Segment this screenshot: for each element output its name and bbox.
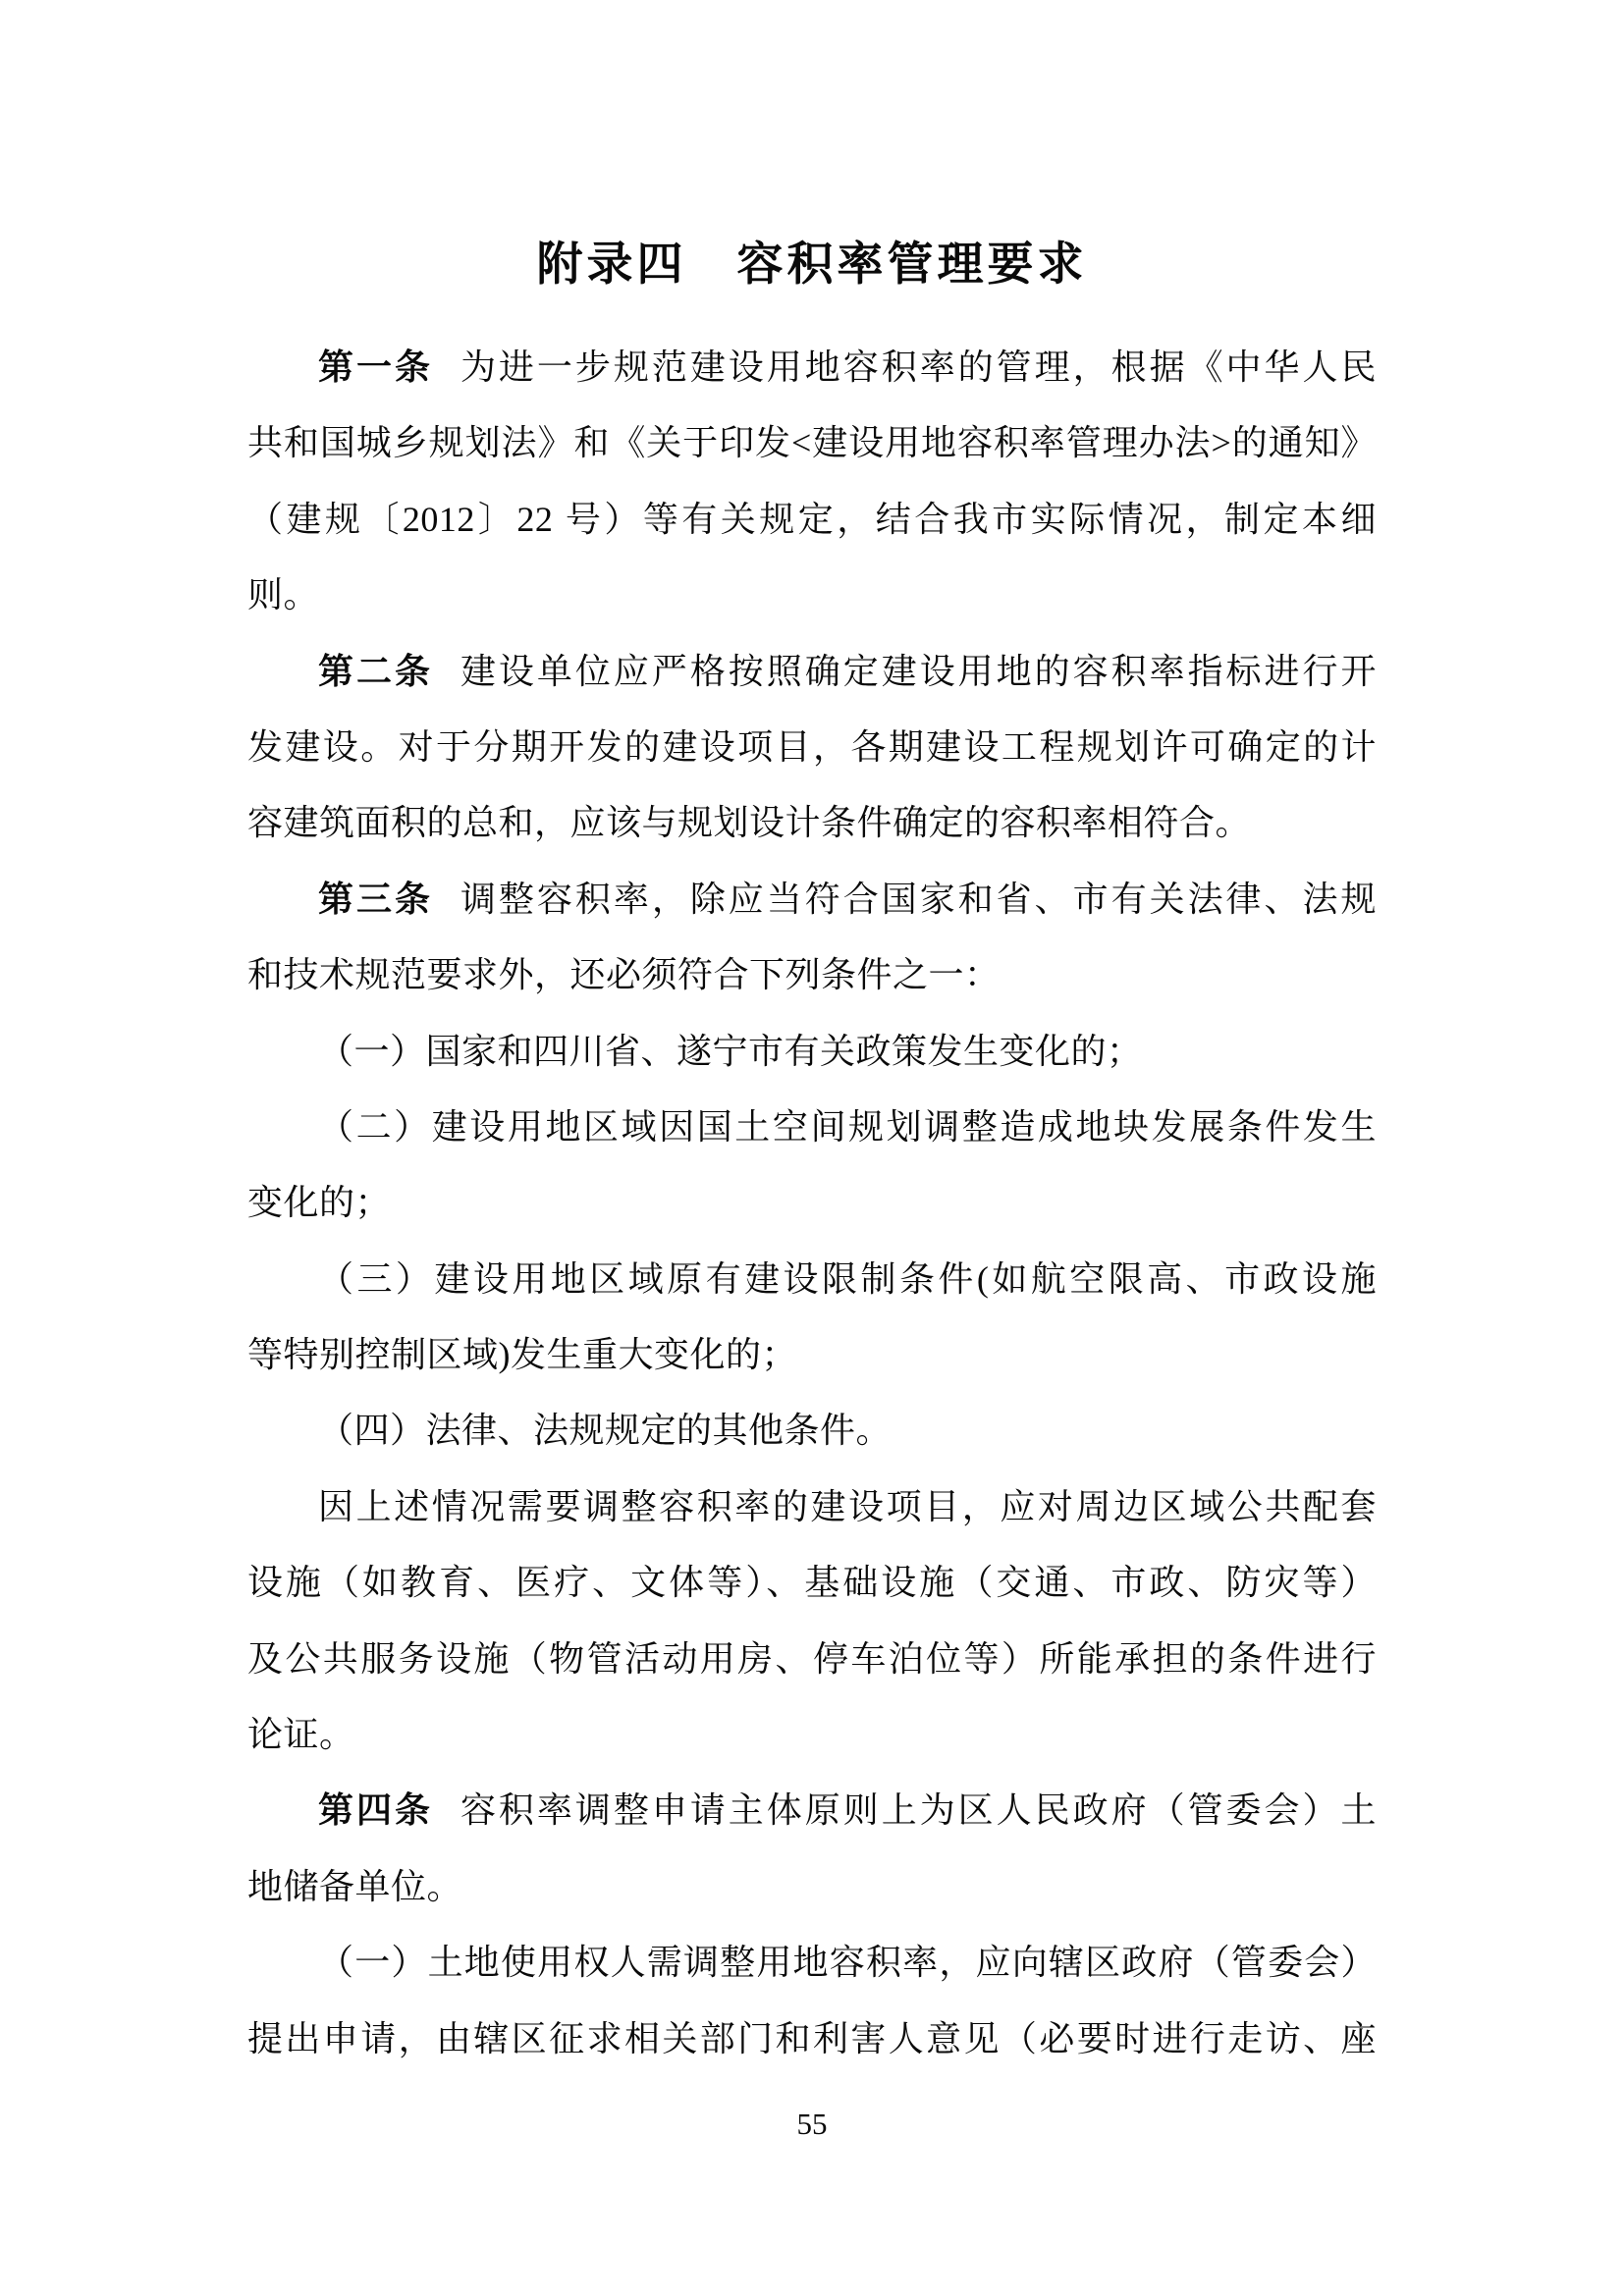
line-text: 变化的； <box>247 1183 392 1223</box>
body-line <box>247 710 1377 785</box>
line-text: 调整容积率，除应当符合国家和省、市有关法律、法规 <box>460 879 1377 919</box>
body-line <box>247 1849 1377 1925</box>
body-line <box>247 330 1377 405</box>
body-line <box>247 2002 1377 2077</box>
body-line <box>247 937 1377 1013</box>
line-text: 和技术规范要求外，还必须符合下列条件之一： <box>247 955 1001 995</box>
body-line <box>247 1014 1377 1090</box>
body-line <box>247 1317 1377 1393</box>
body-line <box>247 482 1377 558</box>
body-line <box>247 558 1377 633</box>
line-text: 因上述情况需要调整容积率的建设项目，应对周边区域公共配套 <box>318 1486 1377 1526</box>
line-text: （一）土地使用权人需调整用地容积率，应向辖区政府（管委会） <box>318 1943 1377 1983</box>
body-line <box>247 1393 1377 1468</box>
body-line <box>247 1773 1377 1848</box>
body-line <box>247 785 1377 861</box>
line-text: （一）国家和四川省、遂宁市有关政策发生变化的； <box>318 1031 1143 1071</box>
line-text: 共和国城乡规划法》和《关于印发<建设用地容积率管理办法>的通知》 <box>247 423 1377 463</box>
body-line <box>247 1697 1377 1773</box>
article-label: 第二条 <box>318 651 433 691</box>
line-text: 容积率调整申请主体原则上为区人民政府（管委会）土 <box>460 1790 1377 1831</box>
body-line <box>247 634 1377 710</box>
line-text: 及公共服务设施（物管活动用房、停车泊位等）所能承担的条件进行 <box>247 1638 1377 1679</box>
body-line <box>247 1242 1377 1317</box>
body-line <box>247 1622 1377 1697</box>
line-text: 建设单位应严格按照确定建设用地的容积率指标进行开 <box>460 651 1377 691</box>
body-line <box>247 405 1377 481</box>
line-text: 等特别控制区域)发生重大变化的； <box>247 1335 797 1375</box>
article-label: 第一条 <box>318 347 433 387</box>
line-text: 提出申请，由辖区征求相关部门和利害人意见（必要时进行走访、座 <box>247 2018 1377 2058</box>
document-title: 附录四 容积率管理要求 <box>536 238 1088 290</box>
line-text: 则。 <box>247 575 320 615</box>
body-line <box>247 1545 1377 1621</box>
body-line <box>247 862 1377 937</box>
line-text: 论证。 <box>247 1715 355 1755</box>
line-text: （建规〔2012〕22 号）等有关规定，结合我市实际情况，制定本细 <box>247 499 1377 539</box>
body-line <box>247 1925 1377 2001</box>
line-text: 设施（如教育、医疗、文体等）、基础设施（交通、市政、防灾等） <box>247 1563 1377 1603</box>
article-label: 第三条 <box>318 879 433 919</box>
body-line <box>247 1469 1377 1545</box>
line-text: 容建筑面积的总和，应该与规划设计条件确定的容积率相符合。 <box>247 803 1252 843</box>
line-text: （四）法律、法规规定的其他条件。 <box>318 1411 893 1451</box>
body-line <box>247 1090 1377 1165</box>
body-line <box>247 1165 1377 1241</box>
line-text: 发建设。对于分期开发的建设项目，各期建设工程规划许可确定的计 <box>247 726 1377 767</box>
line-text: 地储备单位。 <box>247 1866 463 1906</box>
article-label: 第四条 <box>318 1790 433 1831</box>
page-number: 55 <box>796 2107 828 2141</box>
line-text: 为进一步规范建设用地容积率的管理，根据《中华人民 <box>460 347 1377 387</box>
line-text: （三）建设用地区域原有建设限制条件(如航空限高、市政设施 <box>318 1258 1377 1299</box>
document-body <box>247 330 1377 2077</box>
line-text: （二）建设用地区域因国土空间规划调整造成地块发展条件发生 <box>318 1106 1377 1147</box>
